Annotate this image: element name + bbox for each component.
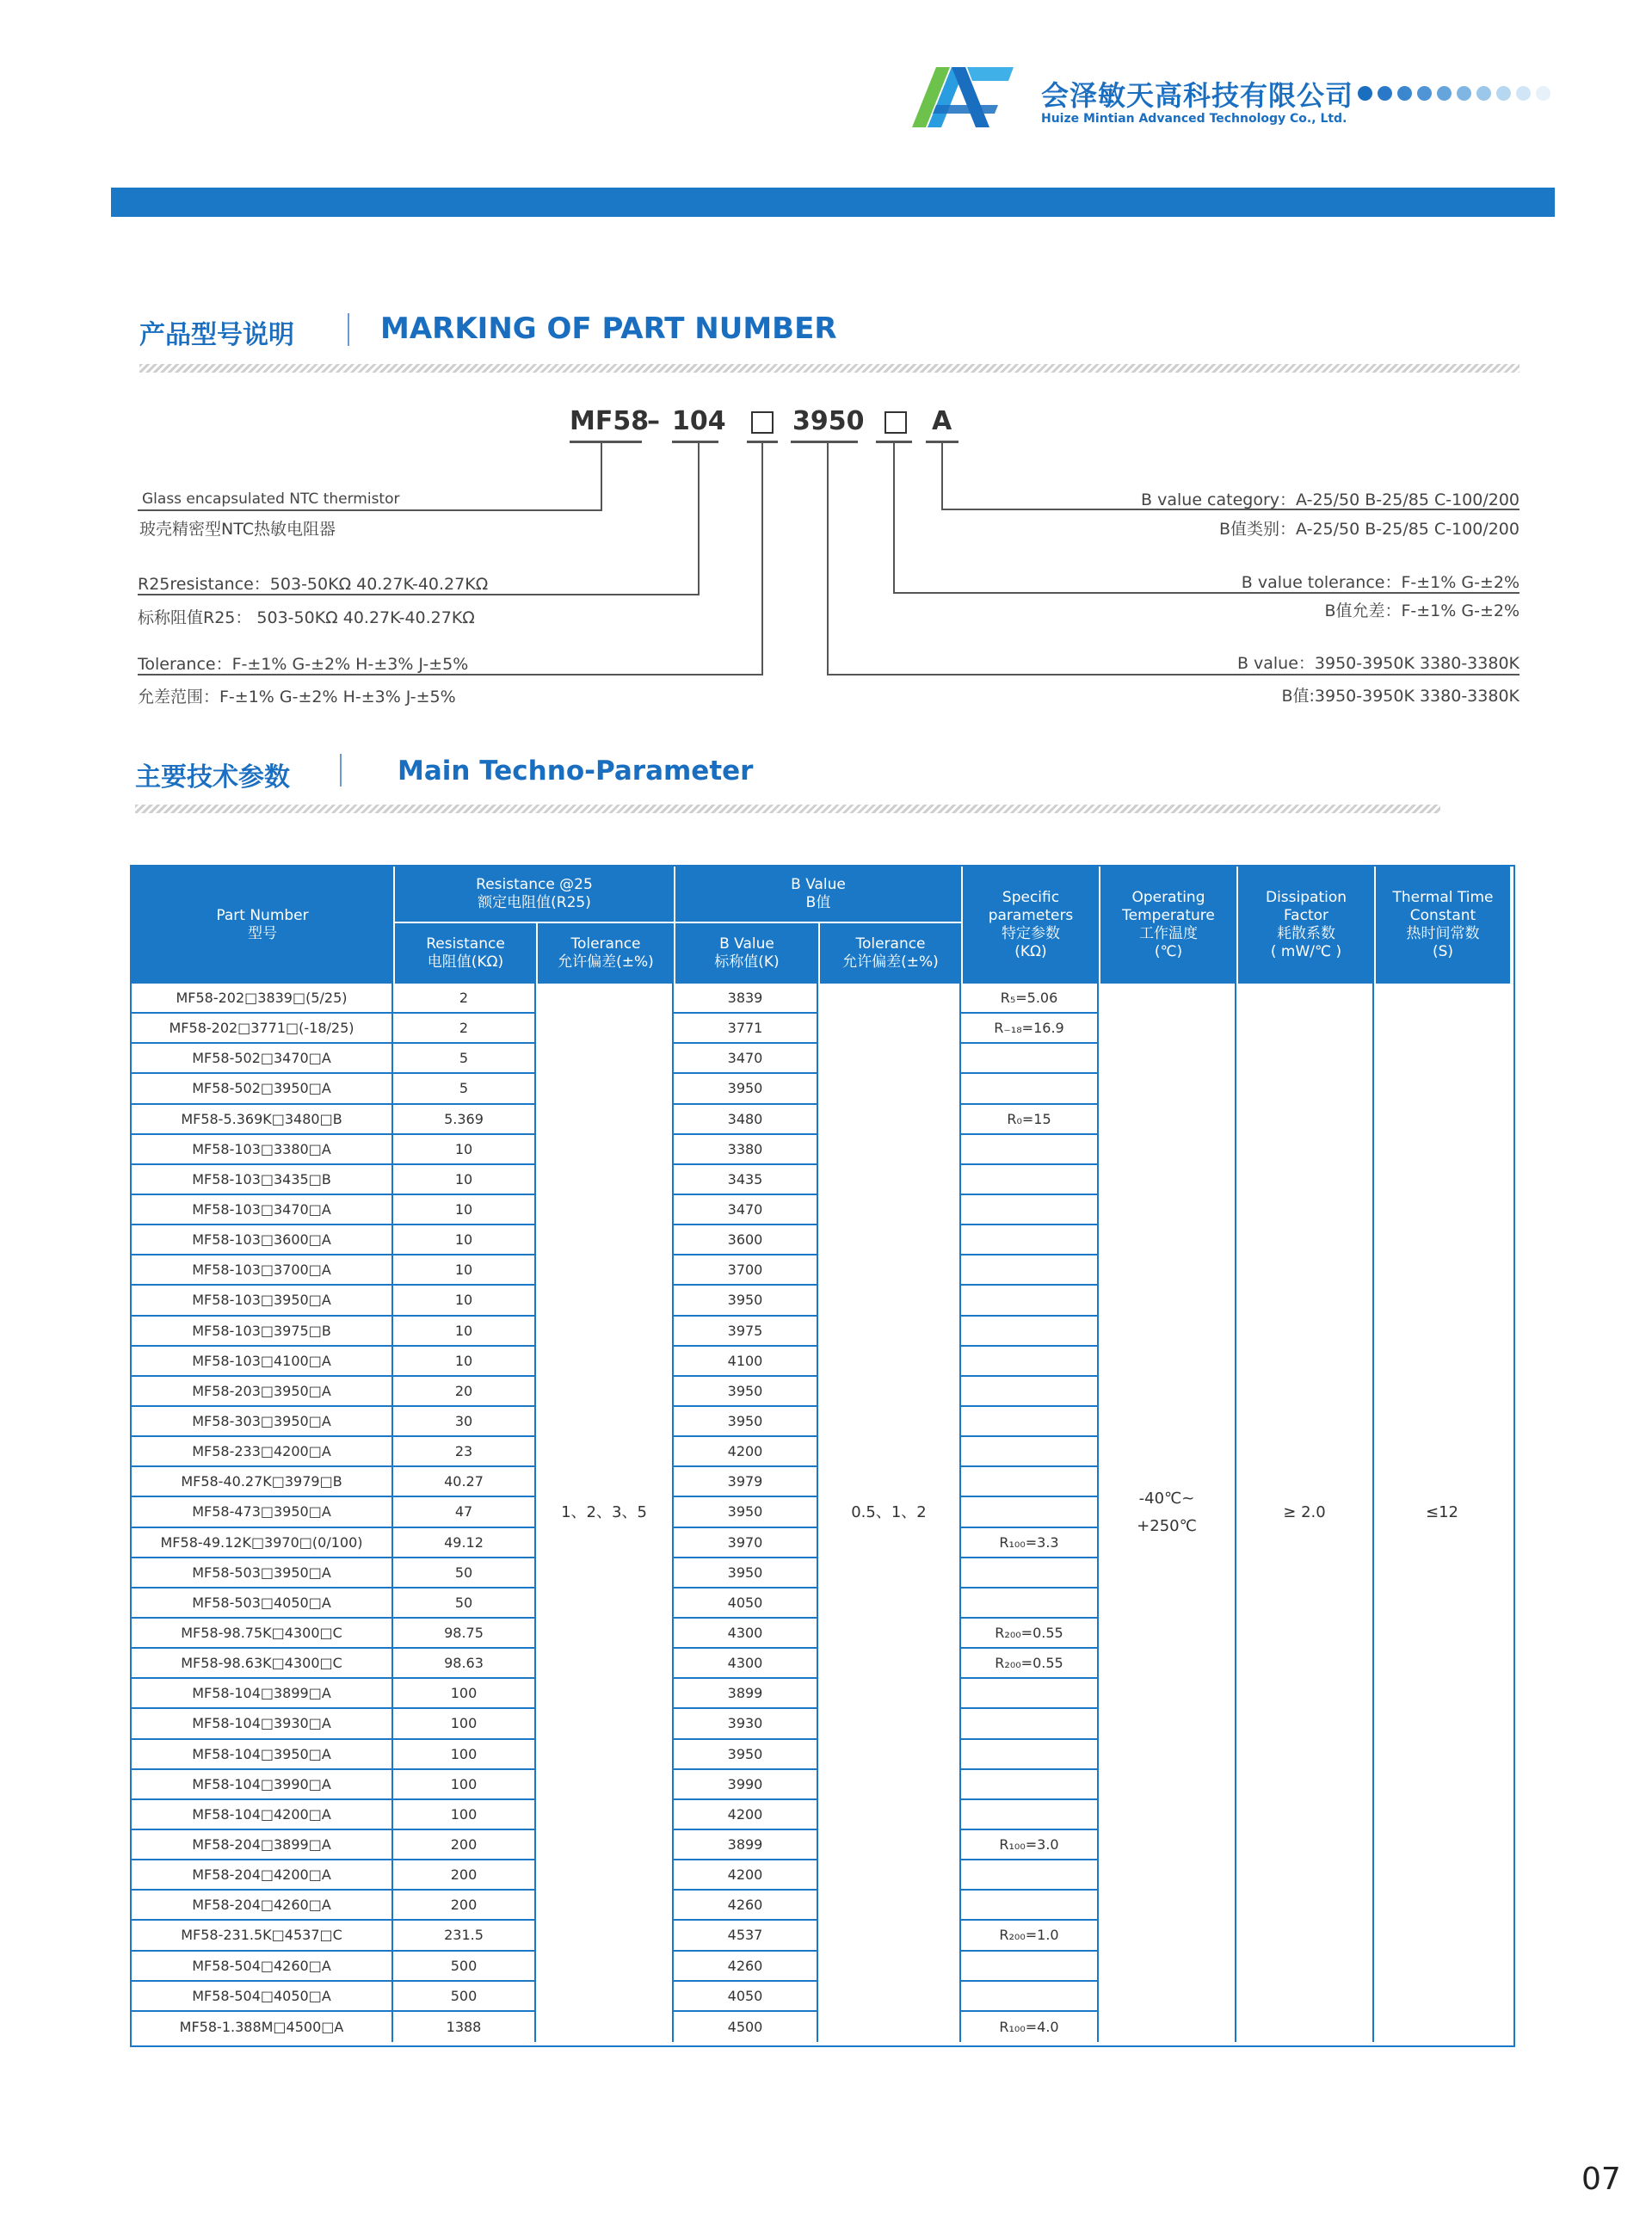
leader-line (761, 442, 763, 676)
table-cell-r: 231.5 (393, 1921, 534, 1951)
table-cell-b: 3950 (674, 1074, 817, 1104)
table-cell-spec (961, 1589, 1097, 1619)
table-cell-r: 1388 (446, 2018, 482, 2035)
table-cell-part: MF58-504□4050□A (132, 1982, 391, 2012)
table-cell-part: MF58-231.5K□4537□C (132, 1921, 391, 1951)
table-cell-spec (961, 1982, 1097, 2012)
table-cell-r: 10 (393, 1135, 534, 1165)
code-tolerance-box (751, 411, 774, 434)
table-cell-part: MF58-502□3470□A (132, 1044, 391, 1074)
table-cell-part: MF58-5.369K□3480□B (132, 1105, 391, 1135)
table-cell-r: 2 (393, 1014, 534, 1044)
params-title-en: Main Techno-Parameter (398, 756, 754, 787)
table-cell-spec (961, 1286, 1097, 1316)
code-resistance: 104 (672, 406, 726, 436)
table-cell-spec: R₋₁₈=16.9 (961, 1014, 1097, 1044)
table-cell-spec: R₂₀₀=0.55 (961, 1619, 1097, 1649)
table-cell-spec (961, 1860, 1097, 1891)
table-cell-r: 98.63 (393, 1649, 534, 1679)
table-cell-part: MF58-473□3950□A (132, 1497, 391, 1527)
column-divider (391, 984, 393, 2042)
table-cell-spec (961, 1377, 1097, 1407)
table-cell-spec (961, 1740, 1097, 1770)
table-cell-part: MF58-104□3990□A (132, 1770, 391, 1800)
table-cell-r: 50 (393, 1558, 534, 1589)
table-cell-part: MF58-103□3435□B (132, 1165, 391, 1195)
table-cell-part: MF58-203□3950□A (132, 1377, 391, 1407)
table-cell-spec (961, 1952, 1097, 1982)
underline (791, 441, 858, 443)
table-cell-b: 4300 (674, 1619, 817, 1649)
table-cell-r: 10 (393, 1317, 534, 1347)
table-cell-b: 4200 (674, 1860, 817, 1891)
merged-b-tolerance: 0.5、1、2 (851, 1502, 927, 1521)
table-cell-spec (961, 1891, 1097, 1921)
table-cell-part: MF58-40.27K□3979□B (132, 1467, 391, 1497)
table-cell-part: MF58-503□4050□A (132, 1589, 391, 1619)
leader-line (138, 509, 602, 511)
header-dissipation: Dissipation Factor 耗散系数 ( mW/℃ ) (1236, 867, 1374, 984)
table-cell-b: 3950 (674, 1286, 817, 1316)
table-cell-spec (961, 1074, 1097, 1104)
table-cell-r: 10 (393, 1347, 534, 1377)
table-cell-spec: R₁₀₀=3.0 (961, 1830, 1097, 1860)
table-cell-b: 4300 (674, 1649, 817, 1679)
table-cell-r: 98.75 (393, 1619, 534, 1649)
table-cell-r: 500 (393, 1952, 534, 1982)
leader-line (827, 442, 829, 676)
leader-line (601, 442, 602, 511)
table-cell-part: MF58-98.63K□4300□C (132, 1649, 391, 1679)
label-type-cn: 玻壳精密型NTC热敏电阻器 (139, 520, 336, 539)
table-cell-part: MF58-103□3700□A (132, 1255, 391, 1286)
merged-r-tolerance: 1、2、3、5 (561, 1502, 647, 1521)
label-b-value-cn: B值:3950-3950K 3380-3380K (1281, 687, 1519, 706)
label-resistance-en: R25resistance：503-50KΩ 40.27K-40.27KΩ (138, 575, 489, 594)
table-cell-part: MF58-98.75K□4300□C (132, 1619, 391, 1649)
label-tolerance-en: Tolerance：F-±1% G-±2% H-±3% J-±5% (138, 655, 469, 674)
table-cell-r: 100 (393, 1709, 534, 1739)
table-cell-b: 4200 (674, 1437, 817, 1467)
table-cell-r: 20 (393, 1377, 534, 1407)
table-cell-spec (961, 1347, 1097, 1377)
header-part-number: Part Number 型号 (132, 867, 393, 984)
table-cell-spec (961, 1317, 1097, 1347)
header-b-value: B Value 标称值(K) (674, 923, 818, 984)
table-cell-r: 10 (393, 1286, 534, 1316)
header-thermal: Thermal Time Constant 热时间常数 (S) (1374, 867, 1510, 984)
table-cell-spec: R₅=5.06 (961, 984, 1097, 1014)
table-cell-b: 3975 (674, 1317, 817, 1347)
label-b-tolerance-en: B value tolerance：F-±1% G-±2% (1241, 573, 1519, 592)
code-b-value: 3950 (792, 406, 865, 436)
table-cell-b: 3480 (674, 1105, 817, 1135)
table-cell-b: 3700 (674, 1255, 817, 1286)
table-cell-b: 4200 (674, 1800, 817, 1830)
table-cell-r: 49.12 (393, 1528, 534, 1558)
table-cell-spec (961, 1044, 1097, 1074)
table-cell-b: 3950 (674, 1740, 817, 1770)
table-cell-b: 3950 (674, 1377, 817, 1407)
table-cell-b: 3970 (674, 1528, 817, 1558)
column-divider (672, 984, 674, 2042)
underline (672, 441, 718, 443)
table-cell-r: 10 (393, 1165, 534, 1195)
code-prefix: MF58 (570, 406, 650, 436)
table-cell-spec: R₀=15 (961, 1105, 1097, 1135)
code-dash: – (647, 406, 660, 436)
label-type-en: Glass encapsulated NTC thermistor (142, 490, 400, 508)
title-divider (348, 313, 349, 346)
header-r-tolerance: Tolerance 允许偏差(±%) (536, 923, 674, 984)
table-cell-r: 50 (393, 1589, 534, 1619)
label-tolerance-cn: 允差范围：F-±1% G-±2% H-±3% J-±5% (138, 688, 456, 706)
table-cell-spec (961, 1770, 1097, 1800)
table-cell-spec: R₁₀₀=3.3 (961, 1528, 1097, 1558)
table-cell-part: MF58-204□4260□A (132, 1891, 391, 1921)
table-cell-b: 4260 (674, 1952, 817, 1982)
table-cell-spec (961, 1225, 1097, 1255)
label-resistance-cn: 标称阻值R25： 503-50KΩ 40.27K-40.27KΩ (138, 608, 475, 627)
table-cell-b: 3950 (674, 1497, 817, 1527)
table-cell-part: MF58-103□3975□B (132, 1317, 391, 1347)
table-cell-r: 5.369 (393, 1105, 534, 1135)
leader-line (698, 442, 700, 595)
table-cell-b: 3979 (674, 1467, 817, 1497)
marking-title-cn: 产品型号说明 (139, 320, 294, 350)
label-b-value-en: B value：3950-3950K 3380-3380K (1236, 654, 1519, 673)
header-specific: Specific parameters 特定参数 (KΩ) (961, 867, 1099, 984)
table-cell-r: 10 (393, 1255, 534, 1286)
table-cell-r: 100 (393, 1679, 534, 1709)
header-bar (111, 188, 1555, 217)
table-cell-b: 3600 (674, 1225, 817, 1255)
table-cell-r: 200 (393, 1891, 534, 1921)
table-cell-part: MF58-303□3950□A (132, 1407, 391, 1437)
parameter-table (130, 865, 1515, 2047)
table-cell-r: 30 (393, 1407, 534, 1437)
table-cell-spec (961, 1679, 1097, 1709)
column-divider (959, 984, 961, 2042)
table-cell-b: 4050 (674, 1982, 817, 2012)
table-cell-b: 3990 (674, 1770, 817, 1800)
table-cell-b: 3470 (674, 1044, 817, 1074)
code-b-tolerance-box (885, 411, 907, 434)
table-cell-part: MF58-204□4200□A (132, 1860, 391, 1891)
merged-dissipation: ≥ 2.0 (1283, 1502, 1326, 1521)
table-cell-r: 47 (393, 1497, 534, 1527)
table-cell-b: 3380 (674, 1135, 817, 1165)
table-cell-r: 2 (393, 984, 534, 1014)
label-b-tolerance-cn: B值允差：F-±1% G-±2% (1324, 601, 1519, 620)
table-cell-spec (961, 1407, 1097, 1437)
merged-thermal: ≤12 (1426, 1502, 1458, 1521)
table-cell-part: MF58-103□3600□A (132, 1225, 391, 1255)
hatch-divider (135, 805, 1440, 813)
header-operating: Operating Temperature 工作温度 (℃) (1099, 867, 1236, 984)
company-logo (912, 60, 1015, 129)
label-b-category-en: B value category：A-25/50 B-25/85 C-100/200 (1141, 490, 1519, 509)
table-cell-part: MF58-103□4100□A (132, 1347, 391, 1377)
table-cell-part: MF58-104□3899□A (132, 1679, 391, 1709)
table-cell-spec (961, 1165, 1097, 1195)
table-cell-spec (961, 1255, 1097, 1286)
table-cell-r: 100 (393, 1770, 534, 1800)
page-number: 07 (1581, 2162, 1621, 2197)
table-cell-b: 3950 (674, 1558, 817, 1589)
table-cell-part: MF58-1.388M□4500□A (179, 2018, 344, 2035)
table-cell-spec: R₁₀₀=4.0 (999, 2018, 1059, 2035)
table-cell-spec (961, 1800, 1097, 1830)
table-cell-part: MF58-104□3950□A (132, 1740, 391, 1770)
header-resistance-group: Resistance @25 额定电阻值(R25) (393, 867, 674, 923)
table-cell-b: 4537 (674, 1921, 817, 1951)
table-cell-b: 4100 (674, 1347, 817, 1377)
table-cell-r: 5 (393, 1074, 534, 1104)
table-cell-part: MF58-103□3470□A (132, 1195, 391, 1225)
header-b-group: B Value B值 (674, 867, 961, 923)
table-cell-part: MF58-202□3771□(-18/25) (132, 1014, 391, 1044)
table-cell-b: 3771 (674, 1014, 817, 1044)
table-cell-spec: R₂₀₀=1.0 (961, 1921, 1097, 1951)
header-resistance: Resistance 电阻值(KΩ) (393, 923, 536, 984)
header-b-tolerance: Tolerance 允许偏差(±%) (818, 923, 961, 984)
table-cell-spec (961, 1467, 1097, 1497)
underline (570, 441, 642, 443)
table-cell-spec (961, 1558, 1097, 1589)
leader-line (893, 442, 895, 594)
table-cell-b: 3950 (674, 1407, 817, 1437)
table-cell-part: MF58-233□4200□A (132, 1437, 391, 1467)
table-cell-b: 3899 (674, 1830, 817, 1860)
table-cell-part: MF58-49.12K□3970□(0/100) (132, 1528, 391, 1558)
table-cell-part: MF58-503□3950□A (132, 1558, 391, 1589)
table-cell-r: 200 (393, 1830, 534, 1860)
table-cell-part: MF58-103□3380□A (132, 1135, 391, 1165)
table-cell-r: 23 (393, 1437, 534, 1467)
table-cell-b: 3899 (674, 1679, 817, 1709)
company-name-cn: 会泽敏天高科技有限公司 (1041, 79, 1354, 112)
hatch-divider (139, 364, 1519, 373)
table-cell-r: 100 (393, 1740, 534, 1770)
table-cell-part: MF58-204□3899□A (132, 1830, 391, 1860)
params-title-cn: 主要技术参数 (135, 762, 290, 793)
table-cell-part: MF58-104□3930□A (132, 1709, 391, 1739)
table-cell-spec (961, 1709, 1097, 1739)
merged-operating: -40℃~ +250℃ (1137, 1489, 1197, 1535)
table-cell-b: 3435 (674, 1165, 817, 1195)
table-cell-spec (961, 1437, 1097, 1467)
table-cell-r: 40.27 (393, 1467, 534, 1497)
table-cell-r: 10 (393, 1225, 534, 1255)
table-cell-r: 200 (393, 1860, 534, 1891)
table-cell-part: MF58-202□3839□(5/25) (132, 984, 391, 1014)
title-divider (340, 754, 342, 787)
marking-title-en: MARKING OF PART NUMBER (380, 312, 837, 346)
company-name-en: Huize Mintian Advanced Technology Co., Ltd. (1041, 112, 1347, 126)
table-cell-r: 10 (393, 1195, 534, 1225)
label-b-category-cn: B值类别：A-25/50 B-25/85 C-100/200 (1218, 520, 1519, 539)
table-cell-spec (961, 1135, 1097, 1165)
table-cell-b: 3930 (674, 1709, 817, 1739)
table-cell-r: 500 (393, 1982, 534, 2012)
table-cell-b: 3839 (674, 984, 817, 1014)
table-cell-b: 4260 (674, 1891, 817, 1921)
table-cell-spec (961, 1195, 1097, 1225)
table-cell-b: 4500 (727, 2018, 763, 2035)
table-cell-part: MF58-104□4200□A (132, 1800, 391, 1830)
table-cell-part: MF58-502□3950□A (132, 1074, 391, 1104)
table-cell-part: MF58-103□3950□A (132, 1286, 391, 1316)
table-cell-b: 3470 (674, 1195, 817, 1225)
leader-line (941, 442, 943, 510)
table-cell-part: MF58-504□4260□A (132, 1952, 391, 1982)
table-cell-spec: R₂₀₀=0.55 (961, 1649, 1097, 1679)
table-cell-b: 4050 (674, 1589, 817, 1619)
code-category: A (932, 406, 952, 436)
table-cell-r: 100 (393, 1800, 534, 1830)
table-cell-spec (961, 1497, 1097, 1527)
table-cell-r: 5 (393, 1044, 534, 1074)
leader-line (827, 674, 1519, 676)
